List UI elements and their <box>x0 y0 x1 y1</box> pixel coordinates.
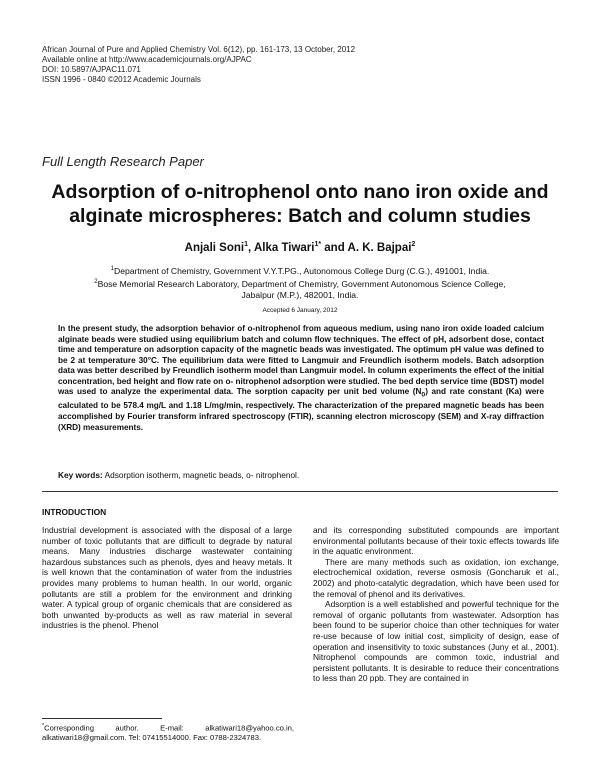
journal-issn: ISSN 1996 - 0840 ©2012 Academic Journals <box>42 75 201 84</box>
author-1: Anjali Soni <box>184 241 245 254</box>
abstract-text-part-1: In the present study, the adsorption behavior of o-nitrophenol from aqueous medium, using nano iron oxide loaded calcium alginate beads were studied using equilibrium batch and column flow techniques. The effect of pH, adsorbent dose, contact time and temperature on adsorption capacity of the magnetic beads was investigated. The optimum pH value was defined to be 2 at temperature 30°C. The equilibrium data were fitted to Langmuir and Freundlich isotherm models. Batch adsorption data was better described by Freundlich isotherm model than Langmuir model. In column experiments the effect of the initial concentration, bed height and flow rate on o- nitrophenol adsorption were studied. The bed depth service time (BDST) model was used to analyze the experimental data. The sorption capacity per unit bed volume (N <box>58 324 544 397</box>
affiliation-1-mark: 1 <box>110 266 115 272</box>
paper-title-line-1: Adsorption of o-nitrophenol onto nano iron oxide and <box>51 181 549 203</box>
journal-doi: DOI: 10.5897/AJPAC11.071 <box>42 65 141 74</box>
keywords <box>58 470 544 480</box>
affiliation-1-text: Department of Chemistry, Government V.Y.T.PG., Autonomous College Durg (C.G.), 491001, India. <box>114 265 490 276</box>
affiliation-2 <box>40 277 560 290</box>
corresponding-author-footnote <box>42 722 294 743</box>
abstract-subscript: 0 <box>421 391 426 399</box>
keywords-label: Key words: <box>58 470 103 480</box>
accepted-date: Accepted 6 January, 2012 <box>262 307 338 314</box>
intro-paragraph-4: Adsorption is a well established and powerful technique for the removal of organic pollutants from wastewater. Adsorption has been found to be superior choice than other techniques for water re-use because of low initial cost, simplicity of design, ease of operation and insensitivity to toxic substances (Juny et al., 2001). Nitrophenol compounds are common toxic, industrial and persistent pollutants. It is desirable to reduce their concentrations to less than 20 ppb. They are contained in <box>313 599 559 684</box>
affiliation-2-text: Bose Memorial Research Laboratory, Department of Chemistry, Government Autonomous Science College, <box>97 278 506 289</box>
author-separator: , <box>247 241 254 254</box>
footnote-divider <box>42 718 162 719</box>
footnote-mark: * <box>42 723 45 729</box>
paper-title-line-2: alginate microspheres: Batch and column studies <box>69 205 531 227</box>
intro-paragraph-2: and its corresponding substituted compounds are important environmental pollutants because of their toxic effects towards life in the aquatic environment. <box>313 525 559 557</box>
paper-type: Full Length Research Paper <box>42 154 204 169</box>
paper-title <box>40 180 560 228</box>
section-divider <box>42 491 558 492</box>
author-1-affiliation-mark: 1 <box>244 241 248 248</box>
footnote-text: Corresponding author. E-mail: alkatiwari18@yahoo.co.in, alkatiwari18@gmail.com. Tel: 07415514000. Fax: 0788-2324783. <box>42 723 294 743</box>
body-column-right <box>313 525 559 684</box>
author-conjunction: and <box>321 241 348 254</box>
author-3: A. K. Bajpai <box>347 241 412 254</box>
journal-masthead <box>42 45 462 85</box>
abstract-text-part-2: ) and rate constant (Ka) were calculated to be 578.4 mg/L and 1.18 L/mg/min, respectively. The characterization of the prepared magnetic beads has been accomplished by Fourier transform infrared spectroscopy (FTIR), scanning electron microscopy (SEM) and X-ray diffraction (XRD) measurements. <box>58 387 545 432</box>
author-3-affiliation-mark: 2 <box>411 241 416 248</box>
affiliation-2-mark: 2 <box>94 278 98 285</box>
journal-online-url: Available online at http://www.academicjournals.org/AJPAC <box>42 55 252 64</box>
affiliation-2-continued: Jabalpur (M.P.), 482001, India. <box>241 289 359 300</box>
introduction-heading: INTRODUCTION <box>42 507 107 517</box>
abstract <box>58 324 544 433</box>
intro-paragraph-3: There are many methods such as oxidation, ion exchange, electrochemical oxidation, reverse osmosis (Goncharuk et al., 2002) and photo-catalytic degradation, which have been used for the removal of phenol and its derivatives. <box>313 556 559 599</box>
body-column-left <box>42 525 292 631</box>
author-2-affiliation-mark: 1* <box>314 241 322 248</box>
journal-citation: African Journal of Pure and Applied Chemistry Vol. 6(12), pp. 161-173, 13 October, 2012 <box>42 45 356 54</box>
affiliation-1 <box>40 264 560 277</box>
intro-paragraph-1: Industrial development is associated with the disposal of a large number of toxic pollutants that are difficult to degrade by natural means. Many industries discharge wastewater containing hazardous substances such as phenols, dyes and heavy metals. It is well known that the contamination of water from the industries provides many problems to human health. In our world, organic pollutants are still a problem for the environment and drinking water. A typical group of organic chemicals that are considered as both unwanted by-products as well as raw material in several industries is the phenol. Phenol <box>42 525 292 631</box>
author-2: Alka Tiwari <box>253 241 315 254</box>
keywords-text: Adsorption isotherm, magnetic beads, o- nitrophenol. <box>102 470 300 480</box>
affiliations <box>40 264 560 301</box>
author-list <box>40 238 560 255</box>
